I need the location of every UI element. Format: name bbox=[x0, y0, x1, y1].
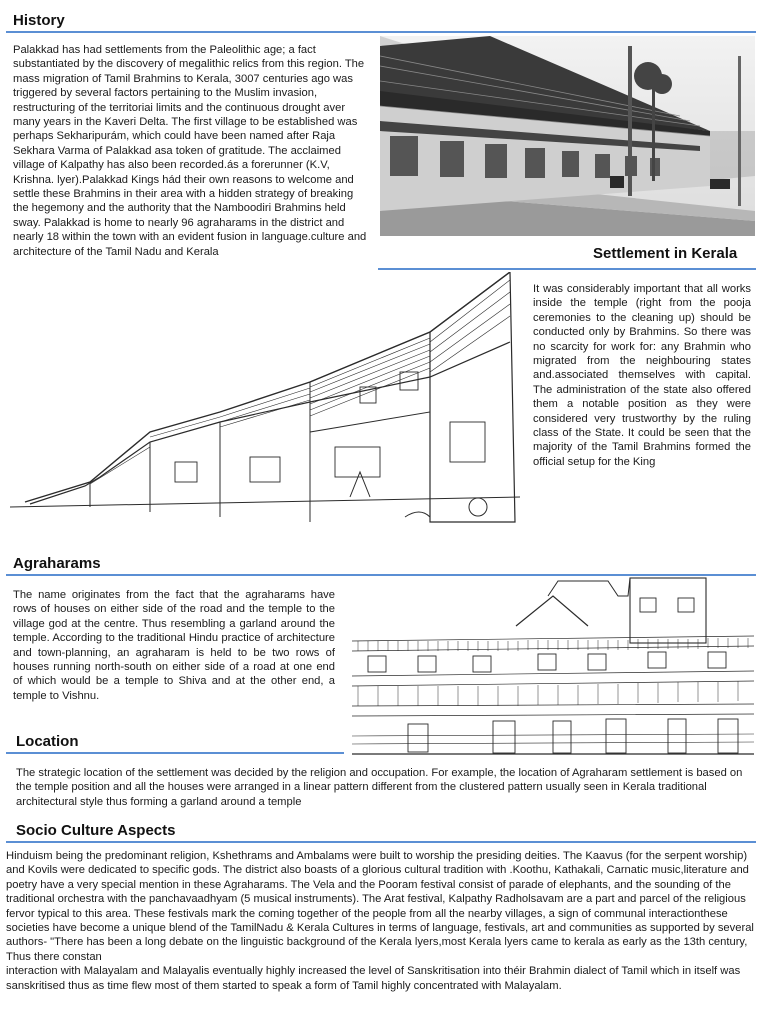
socio-text: Hinduism being the predominant religion, Kshethrams and Ambalams were built to worship the presiding deities. The Kaavus (for the serpent worship) and Kovils were dedicated to specific gods. The district also boasts of a glorious cultural tradition with .Koothu, Kathakali, Carnatic music,literature and poetry have a very special mention in these Agraharams. The Vela and the Pooram festival consist of parade of elephants, and the sounding of the traditional orchestra with the panchavaadhyam (5 musical instruments). The Arat festival, Kalpathy Radholsavam are a part and parcel of the religious fervor typical to this area. These festivals mark the coming together of the people from all the nearby villages, a sign of communal interactionthese societies have become a unique blend of the TamilNadu & Kerala Cultures in terms of language, festivals, art and communities as supported by several authors- "There has been a long debate on the linguistic background of the Kerala lyers,most Kerala lyers came to kerala as early as the 13th century, Thus there constan interaction with Malayalam and Malayalis eventually highly increased the level of Sanskritisation into théir Brahmin dialect of Tamil which in itself was sanskritised thus as time flew most of them started to speak a form of Tamil highly concentrated with Malayalam. bbox=[6, 850, 754, 992]
history-text: Palakkad has had settlements from the Paleolithic age; a fact substantiated by the discovery of megalithic relics from this region. The mass migration of Tamil Brahmins to Kerala, 3007 centuries ago was triggered by several factors pertaining to the Muslim invasion, restructuring of the territoriai limits and the continuous drought aver many years in the Kaveri Delta. The first village to be established was perhaps Sekharipurám, which could have been named after Raja Sekhara Varma of Palakkad asa token of gratitude. The acclaimed village of Kalpathy has also been recorded.ás a forerunner (K.V, Krishna. lyer).Palakkad Kings hád their own reasons to welcome and settle these Brahmins in their area with a hidden strategy of breaking the hegemony and the authority that the Namboodiri Brahmins held sway. Palakkad is home to nearly 96 agraharams in the district and nearly 18 within the town with an evident fusion in language.culture and architecture of the Tamil Nadu and Kerala bbox=[13, 44, 367, 258]
settlement-rule bbox=[378, 268, 756, 270]
socio-rule bbox=[6, 841, 756, 843]
settlement-text: It was considerably important that all works inside the temple (right from the pooja ceremonies to the cleaning up) should be conducted only by Brahmins. So there was no scarcity for work for: any Brahmin who migrated from the neighbouring states and.associated themselves with capital. The administration of the state also offered them a notable position as they were considered very trustworthy by the ruling class of the State. It could be seen that the majority of the Tamil Brahmins formed the official setup for the King bbox=[533, 283, 751, 468]
history-heading: History bbox=[13, 12, 65, 29]
elevation-sketch bbox=[348, 576, 758, 756]
street-photo bbox=[380, 36, 755, 236]
agraharams-heading: Agraharams bbox=[13, 555, 101, 572]
socio-heading: Socio Culture Aspects bbox=[16, 822, 176, 839]
location-heading: Location bbox=[16, 733, 79, 750]
street-sketch bbox=[10, 272, 520, 527]
history-rule bbox=[6, 31, 756, 33]
location-rule bbox=[6, 752, 344, 754]
location-text: The strategic location of the settlement was decided by the religion and occupation. For example, the location of Agraharam settlement is based on the temple position and all the houses were arranged in a linear pattern different from the clustered pattern usually seen in Kerala traditional architectural style thus forming a garland around a temple bbox=[16, 767, 743, 808]
agraharams-text: The name originates from the fact that the agraharams have rows of houses on either side of the road and the temple to the village god at the centre. Thus resembling a garland around the temple. According to the traditional Hindu practice of architecture and town-planning, an agraharam is held to be two rows of houses running north-south on either side of a road at one end of which would be a temple to Shiva and at the other end, a temple to Vishnu. bbox=[13, 589, 335, 702]
settlement-heading: Settlement in Kerala bbox=[593, 245, 738, 262]
